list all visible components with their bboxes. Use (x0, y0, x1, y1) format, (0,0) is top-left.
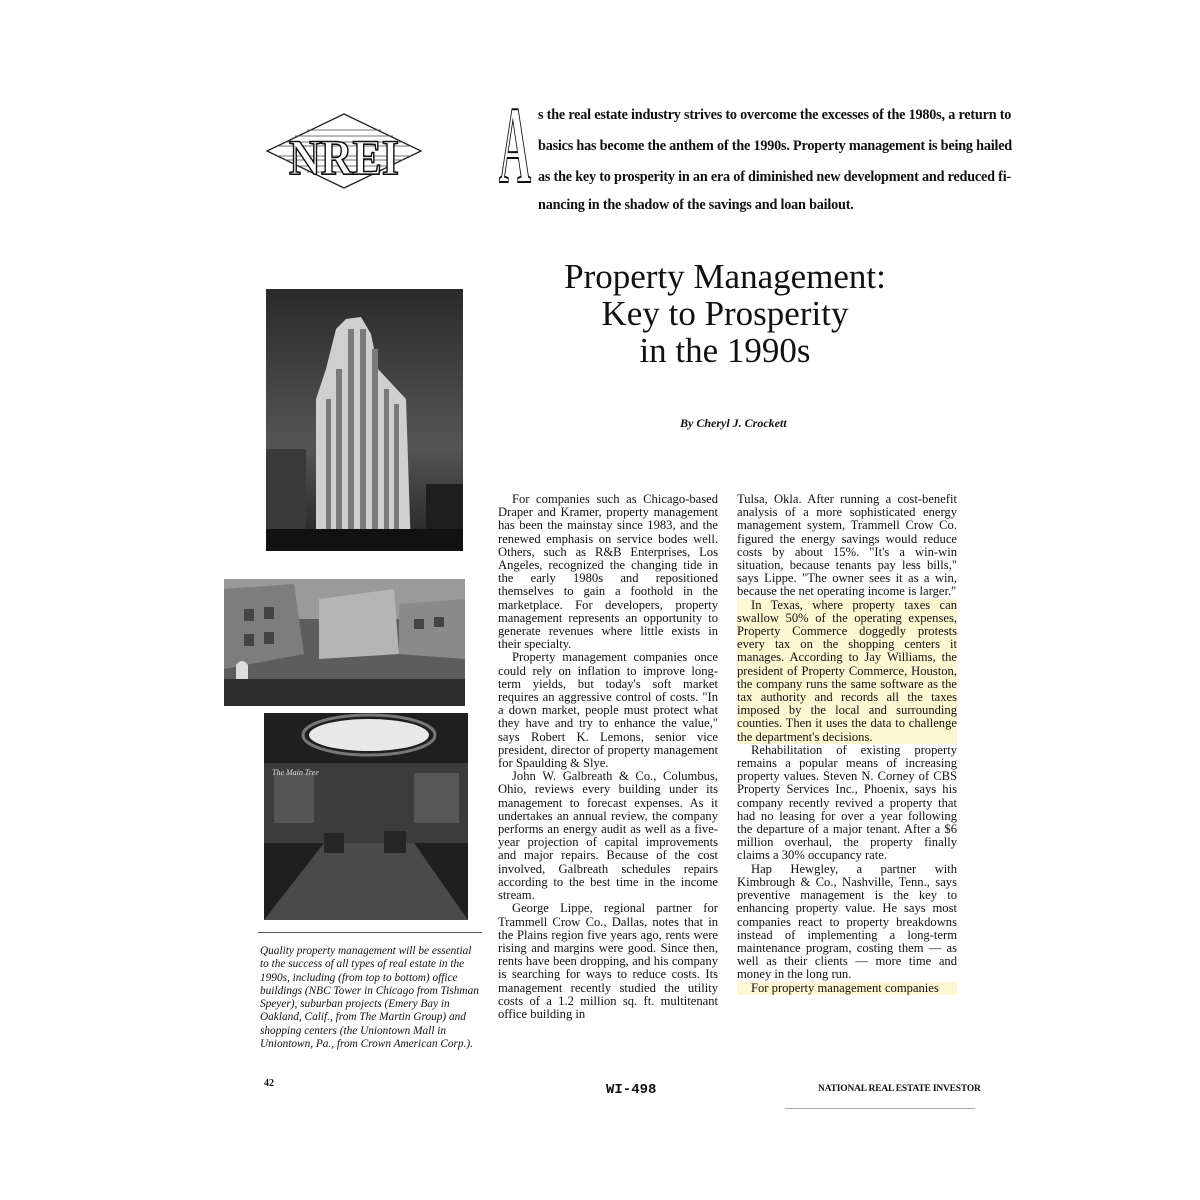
page-title (520, 258, 930, 369)
footer-rule (785, 1108, 975, 1109)
title-line-3: in the 1990s (639, 331, 811, 370)
logo-text: NREI (289, 129, 399, 185)
intro-line-2: basics has become the anthem of the 1990s. Property management is being hailed (538, 138, 1012, 154)
col2-paragraph-2: In Texas, where property taxes can swallow 50% of the operating expenses, Property Commerce doggedly protests every tax on the shopping centers it manages. According to Jay Williams, the president of Property Commerce, Houston, the company runs the same software as the tax authority and records all the taxes imposed by the local and surrounding counties. Then it uses the data to challenge the department's decisions. (737, 597, 957, 744)
document-code: WI-498 (606, 1082, 657, 1098)
intro-line-1: s the real estate industry strives to overcome the excesses of the 1980s, a return to (538, 107, 1012, 123)
byline: By Cheryl J. Crockett (680, 416, 787, 430)
title-line-1: Property Management: (564, 257, 886, 296)
article-column-2 (737, 493, 957, 1071)
col1-paragraph-1: For companies such as Chicago-based Draper and Kramer, property management has been the mainstay since 1983, and the renewed emphasis on service bodes well. Others, such as R&B Enterprises, Los Angeles, recognized the changing tide in the early 1980s and repositioned themselves to gain a foothold in the marketplace. For developers, property management represents an opportunity to generate revenues where little exists in their specialty. (498, 492, 718, 652)
photo-caption: Quality property management will be essential to the success of all types of real estate in the 1990s, including (from top to bottom) office buildings (NBC Tower in Chicago from Tishman Speyer), suburban projects (Emery Bay in Oakland, Calif., from The Martin Group) and shopping centers (the Uniontown Mall in Uniontown, Pa., from Crown American Corp.). (260, 945, 479, 1051)
publication-name: NATIONAL REAL ESTATE INVESTOR (818, 1084, 981, 1094)
col2-paragraph-4: Hap Hewgley, a partner with Kimbrough & Co., Nashville, Tenn., says preventive management is the key to enhancing property value. He says most companies react to property breakdowns instead of implementing a long-term maintenance program, costing them — as well as their clients — more time and money in the long run. (737, 861, 957, 982)
mall-sign: The Main Tree (272, 768, 319, 777)
photo-shopping-mall (264, 713, 468, 920)
photo-office-tower (266, 289, 463, 551)
photo-suburban-project (224, 579, 465, 706)
col1-paragraph-2: Property management companies once could rely on inflation to improve long-term yields, but today's soft market requires an aggressive control of costs. "In a down market, people must protect what they have and try to enhance the value," says Robert K. Lemons, senior vice president, director of property management for Spaulding & Slye. (498, 650, 718, 771)
col2-paragraph-5: For property management companies (737, 982, 957, 995)
article-column-1 (498, 493, 718, 1071)
title-line-2: Key to Prosperity (601, 294, 849, 333)
col2-paragraph-3: Rehabilitation of existing property remains a popular means of increasing property values. Steven N. Corney of CBS Property Services Inc., Phoenix, says his company recently revived a property that had no leasing for over a year following the departure of a major tenant. After a $6 million overhaul, the property finally claims a 30% occupancy rate. (737, 742, 957, 863)
intro-line-4: nancing in the shadow of the savings and loan bailout. (538, 197, 854, 213)
drop-cap-letter: A (499, 84, 531, 206)
drop-cap (498, 84, 532, 206)
col1-paragraph-4: George Lippe, regional partner for Trammell Crow Co., Dallas, notes that in the Plains region five years ago, rents were rising and margins were good. Since then, rents have been dropping, and his company is searching for ways to reduce costs. Its management recently studied the utility costs of a 1.2 million sq. ft. multitenant office building in (498, 901, 718, 1021)
col1-paragraph-3: John W. Galbreath & Co., Columbus, Ohio, reviews every building under its management to forecast expenses. As it undertakes an annual review, the company performs an energy audit as well as a five-year projection of capital improvements and major repairs. Because of the cost involved, Galbreath schedules repairs according to the best time in the income stream. (498, 769, 718, 903)
caption-divider (258, 932, 482, 933)
intro-line-3: as the key to prosperity in an era of diminished new development and reduced fi- (538, 169, 1011, 185)
nrei-logo (265, 112, 423, 190)
col2-paragraph-1: Tulsa, Okla. After running a cost-benefit analysis of a more sophisticated energy management system, Trammell Crow Co. figured the energy savings would reduce costs by about 15%. "It's a win-win situation, because tenants pay less bills," says Lippe. "The owner sees it as a win, because the net operating income is larger." (737, 492, 957, 599)
page-number: 42 (264, 1078, 274, 1089)
